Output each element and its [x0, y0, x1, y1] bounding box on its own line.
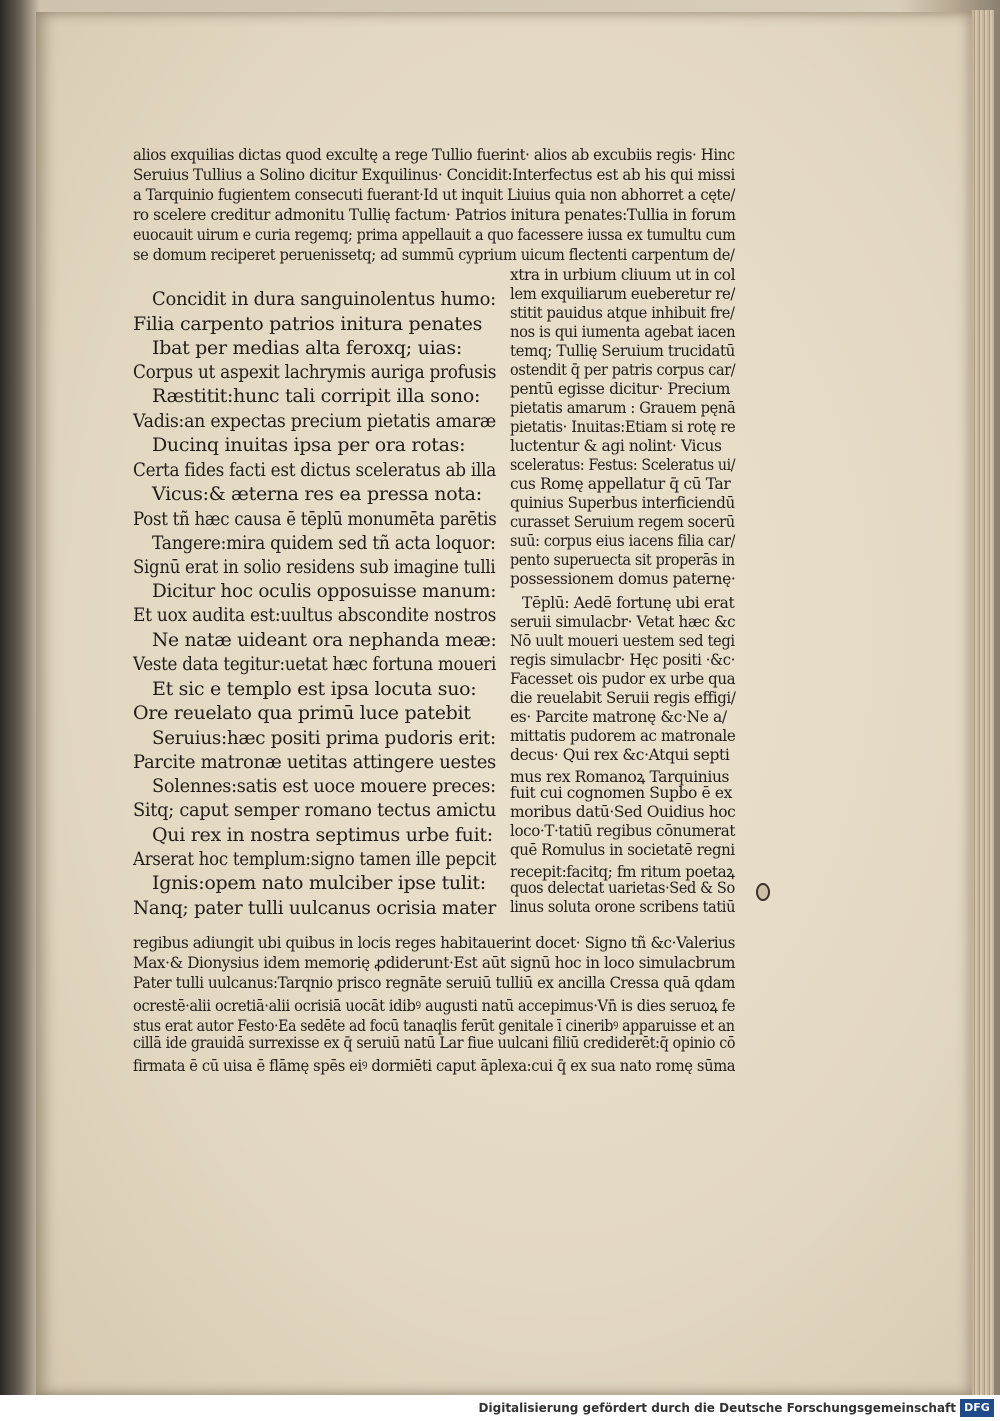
commentary-bottom-line: Pater tulli uulcanus:Tarqnio prisco regnāte seruiū tulliū ex ancilla Cressa quā qdam [133, 974, 736, 992]
paper-hole-mark [756, 883, 770, 901]
commentary-top-line: Seruius Tullius a Solino dicitur Exquilinus· Concidit:Interfectus est ab his qui missi [133, 166, 735, 184]
commentary-right-line: regis simulacbr· Hęc positi ·&c· [510, 651, 736, 669]
commentary-right-line: seruii simulacbr· Vetat hæc &c [510, 613, 736, 631]
verse-line: Post tñ hæc causa ē tēplū monumēta parētis [133, 508, 497, 530]
commentary-right-line: curasset Seruium regem socerū [510, 513, 735, 531]
footer-bar [0, 1395, 1000, 1421]
commentary-bottom-line: firmata ē cū uisa ē flāmę spēs eiꝰ dormiēti caput āplexa:cui q̄ ex sua nato romę sūma [133, 1057, 736, 1075]
funding-credit: Digitalisierung gefördert durch die Deutsche Forschungsgemeinschaft [478, 1401, 956, 1415]
commentary-right-line: pietatis amarum : Grauem pęnā [510, 399, 736, 417]
commentary-bottom-line: regibus adiungit ubi quibus in locis reges habitauerint docet· Signo tñ &c·Valerius [133, 934, 736, 952]
commentary-top-line: euocauit uirum e curia regemq; prima appellauit a quo facessere iussa ex tumultu cum [133, 226, 736, 244]
verse-line: Et uox audita est:uultus abscondite nostros [133, 604, 497, 626]
commentary-right-line: luctentur & agi nolint· Vicus [510, 437, 722, 455]
commentary-right-line: nos is qui iumenta agebat iacen [510, 323, 736, 341]
verse-line: Certa fides facti est dictus sceleratus ab illa [133, 459, 496, 481]
commentary-bottom-line: stus erat autor Festo·Ea sedēte ad focū tanaqlis ferūt genitale ī cineribꝰ apparuisse et an [133, 1017, 735, 1035]
commentary-right-line: quinius Superbus interficiendū [510, 494, 735, 512]
commentary-top-line: ro scelere creditur admonitu Tullię factum· Patrios initura penates:Tullia in forum [133, 206, 736, 224]
commentary-bottom-line: ocrestē·alii ocretiā·alii ocrisiā uocāt idibꝰ augusti natū accepimus·Vn̄ is dies seruoꝝ fe [133, 997, 736, 1015]
commentary-top-line: se domum reciperet peruenissetq; ad summū cyprium uicum flectenti carpentum de/ [133, 246, 735, 264]
verse-line: Filia carpento patrios initura penates [133, 313, 483, 335]
commentary-right-line: xtra in urbium cliuum ut in col [510, 266, 736, 284]
commentary-right-line: lem exquiliarum eueberetur re/ [510, 285, 735, 303]
commentary-right-line: pento superuecta sit properās in [510, 551, 735, 569]
commentary-bottom-line: cillā ide grauidā surrexisse ex q̄ seruiū natū Lar fiue uulcani filiū crediderēt:q̄ opinio cō [133, 1034, 736, 1052]
commentary-top-line: a Tarquinio fugientem consecuti fuerant·Id ut inquit Liuius quia non abhorret a cęte/ [133, 186, 736, 204]
commentary-right-line: pentū egisse dicitur· Precium [510, 380, 730, 398]
commentary-right-line: Facesset ois pudor ex urbe qua [510, 670, 736, 688]
commentary-right-line: recepit:facitq; fm ritum poetaꝝ [510, 863, 735, 881]
verse-line: Ignis:opem nato mulciber ipse tulit: [152, 872, 486, 894]
verse-line: Vicus:& æterna res ea pressa nota: [152, 483, 482, 505]
commentary-right-line: moribus datū·Sed Ouidius hoc [510, 803, 736, 821]
commentary-right-line: es· Parcite matronę &c·Ne a/ [510, 708, 727, 726]
verse-line: Et sic e templo est ipsa locuta suo: [152, 678, 477, 700]
verse-line: Arserat hoc templum:signo tamen ille pepcit [133, 848, 497, 870]
commentary-right-line: Tēplū: Aedē fortunę ubi erat [522, 594, 735, 612]
commentary-right-line: sceleratus: Festus: Sceleratus ui/ [510, 456, 736, 474]
commentary-right-line: temq; Tullię Seruium trucidatū [510, 342, 735, 360]
commentary-right-line: mittatis pudorem ac matronale [510, 727, 736, 745]
verse-line: Seruius:hæc positi prima pudoris erit: [152, 727, 496, 749]
verse-line: Solennes:satis est uoce mouere preces: [152, 775, 496, 797]
verse-line: Sitq; caput semper romano tectus amictu [133, 799, 497, 821]
verse-line: Parcite matronæ uetitas attingere uestes [133, 751, 496, 773]
commentary-right-line: mus rex Romanoꝝ Tarquinius [510, 768, 730, 786]
commentary-right-line: Nō uult moueri uestem sed tegi [510, 632, 735, 650]
commentary-right-line: stitit pauidus atque inhibuit fre/ [510, 304, 735, 322]
commentary-right-line: cus Romę appellatur q̄ cū Tar [510, 475, 731, 493]
verse-line: Ore reuelato qua primū luce patebit [133, 702, 471, 724]
commentary-right-line: suū: corpus eius iacens filia car/ [510, 532, 736, 550]
verse-line: Vadis:an expectas precium pietatis amaræ [133, 410, 496, 432]
commentary-right-line: ostendit q̄ per patris corpus car/ [510, 361, 736, 379]
commentary-top-line: alios exquilias dictas quod excultę a rege Tullio fuerint· alios ab excubiis regis· Hinc [133, 146, 735, 164]
verse-line: Dicitur hoc oculis opposuisse manum: [152, 580, 497, 602]
verse-line: Nanq; pater tulli uulcanus ocrisia mater [133, 897, 496, 919]
commentary-right-line: loco·T·tatiū regibus cōnumerat [510, 822, 736, 840]
verse-line: Ducinq inuitas ipsa per ora rotas: [152, 434, 466, 456]
verse-line: Ræstitit:hunc tali corripit illa sono: [152, 385, 481, 407]
verse-line: Tangere:mira quidem sed tñ acta loquor: [152, 532, 496, 554]
commentary-right-line: pietatis· Inuitas:Etiam si rotę re [510, 418, 736, 436]
commentary-right-line: possessionem domus paternę· [510, 570, 736, 588]
commentary-right-line: decus· Qui rex &c·Atqui septi [510, 746, 730, 764]
commentary-right-line: die reuelabit Seruii regis effigi/ [510, 689, 736, 707]
commentary-right-line: quos delectat uarietas·Sed & So [510, 879, 735, 897]
verse-line: Qui rex in nostra septimus urbe fuit: [152, 824, 493, 846]
dfg-logo: DFG [960, 1399, 994, 1417]
verse-line: Corpus ut aspexit lachrymis auriga profusis [133, 361, 497, 383]
commentary-bottom-line: Max·& Dionysius idem memorię ꝓdiderunt·Est aūt signū hoc in loco simulacbrum [133, 954, 736, 972]
verse-line: Ne natæ uideant ora nephanda meæ: [152, 629, 497, 651]
verse-line: Concidit in dura sanguinolentus humo: [152, 288, 496, 310]
verse-line: Signū erat in solio residens sub imagine tulli [133, 556, 496, 578]
page-edges [972, 10, 994, 1395]
verse-line: Veste data tegitur:uetat hæc fortuna moueri [133, 653, 497, 675]
commentary-right-line: fuit cui cognomen Supbo ē ex [510, 784, 732, 802]
commentary-right-line: linus soluta orone scribens tatiū [510, 898, 736, 916]
verse-line: Ibat per medias alta feroxq; uias: [152, 337, 462, 359]
commentary-right-line: quē Romulus in societatē regni [510, 841, 735, 859]
